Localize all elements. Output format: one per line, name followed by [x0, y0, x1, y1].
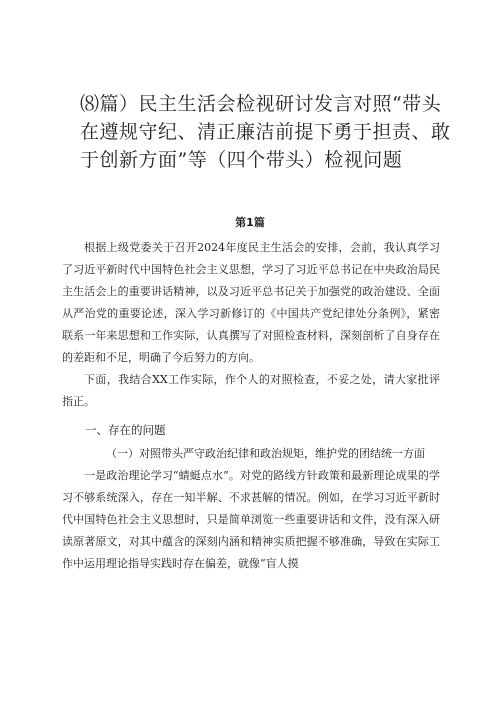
section-heading: 一、存在的问题 — [85, 423, 166, 437]
document-title: ⑻篇）民主生活会检视研讨发言对照“带头在遵规守纪、清正廉洁前提下勇于担责、敢于创新方面”等（四个带头）检视问题 — [80, 93, 451, 171]
paragraph-problem-1: 一是政治理论学习“蜻蜓点水”。对党的路线方针政策和最新理论成果的学习不够系统深入，存在一知半解、不求甚解的情况。例如，在学习习近平新时代中国特色社会主义思想时，只是简单浏览一些重要讲话和文件，没有深入研读原著原文，对其中蕴含的深刻内涵和精神实质把握不够准确，导致在实际工作中运用理论指导实践时存在偏差，就像“盲人摸 — [62, 469, 440, 570]
subsection-heading: （一）对照带头严守政治纪律和政治规矩，维护党的团结统一方面 — [106, 447, 425, 460]
paragraph-intro: 根据上级党委关于召开2024年度民主生活会的安排，会前，我认真学习了习近平新时代中国特色社会主义思想，学习了习近平总书记在中央政治局民主生活会上的重要讲话精神，以及习近平总书记关于加强党的政治建设、全面从严治党的重要论述，深入学习新修订的《中国共产党纪律处分条例》，紧密联系一年来思想和工作实际，认真撰写了对照检查材料，深刻剖析了自身存在的差距和不足，明确了今后努力的方向。 — [62, 241, 440, 364]
document-body — [62, 237, 440, 575]
paragraph-request: 下面，我结合XX工作实际，作个人的对照检查，不妥之处，请大家批评指正。 — [62, 373, 440, 408]
part-heading: 第1篇 — [235, 216, 265, 229]
